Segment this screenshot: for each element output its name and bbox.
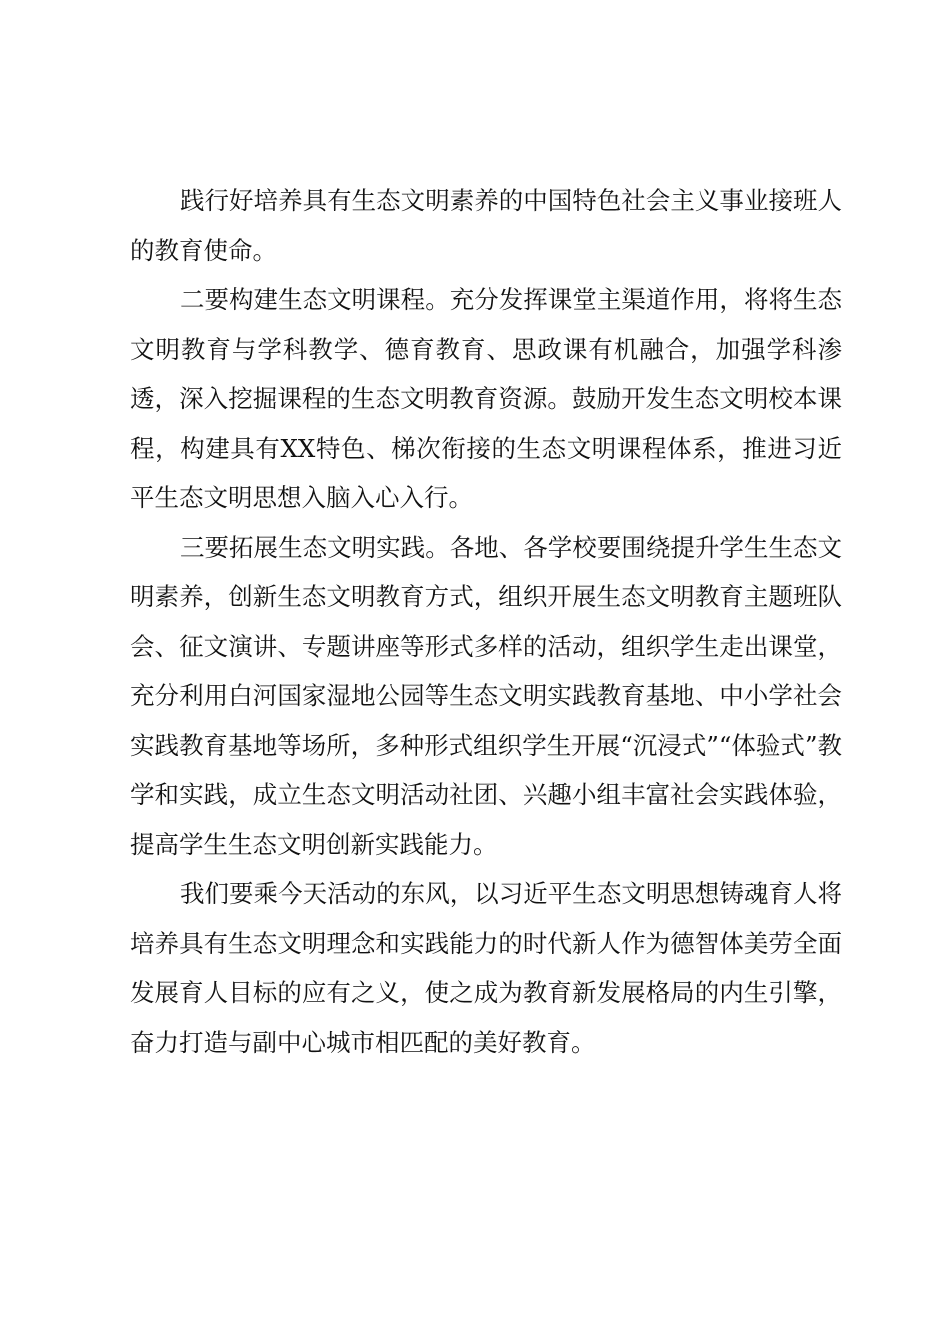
document-body <box>130 176 842 1067</box>
paragraph-4: 我们要乘今天活动的东风，以习近平生态文明思想铸魂育人将培养具有生态文明理念和实践能力的时代新人作为德智体美劳全面发展育人目标的应有之义，使之成为教育新发展格局的内生引擎，奋力打造与副中心城市相匹配的美好教育。 <box>130 879 842 1057</box>
paragraph-2: 二要构建生态文明课程。充分发挥课堂主渠道作用，将将生态文明教育与学科教学、德育教育、思政课有机融合，加强学科渗透，深入挖掘课程的生态文明教育资源。鼓励开发生态文明校本课程，构建具有XX特色、梯次衔接的生态文明课程体系，推进习近平生态文明思想入脑入心入行。 <box>130 285 842 512</box>
paragraph-1: 践行好培养具有生态文明素养的中国特色社会主义事业接班人的教育使命。 <box>130 186 842 265</box>
paragraph-3: 三要拓展生态文明实践。各地、各学校要围绕提升学生生态文明素养，创新生态文明教育方式，组织开展生态文明教育主题班队会、征文演讲、专题讲座等形式多样的活动，组织学生走出课堂，充分利用白河国家湿地公园等生态文明实践教育基地、中小学社会实践教育基地等场所，多种形式组织学生开展“沉浸式”“体验式”教学和实践，成立生态文明活动社团、兴趣小组丰富社会实践体验，提高学生生态文明创新实践能力。 <box>130 532 842 859</box>
